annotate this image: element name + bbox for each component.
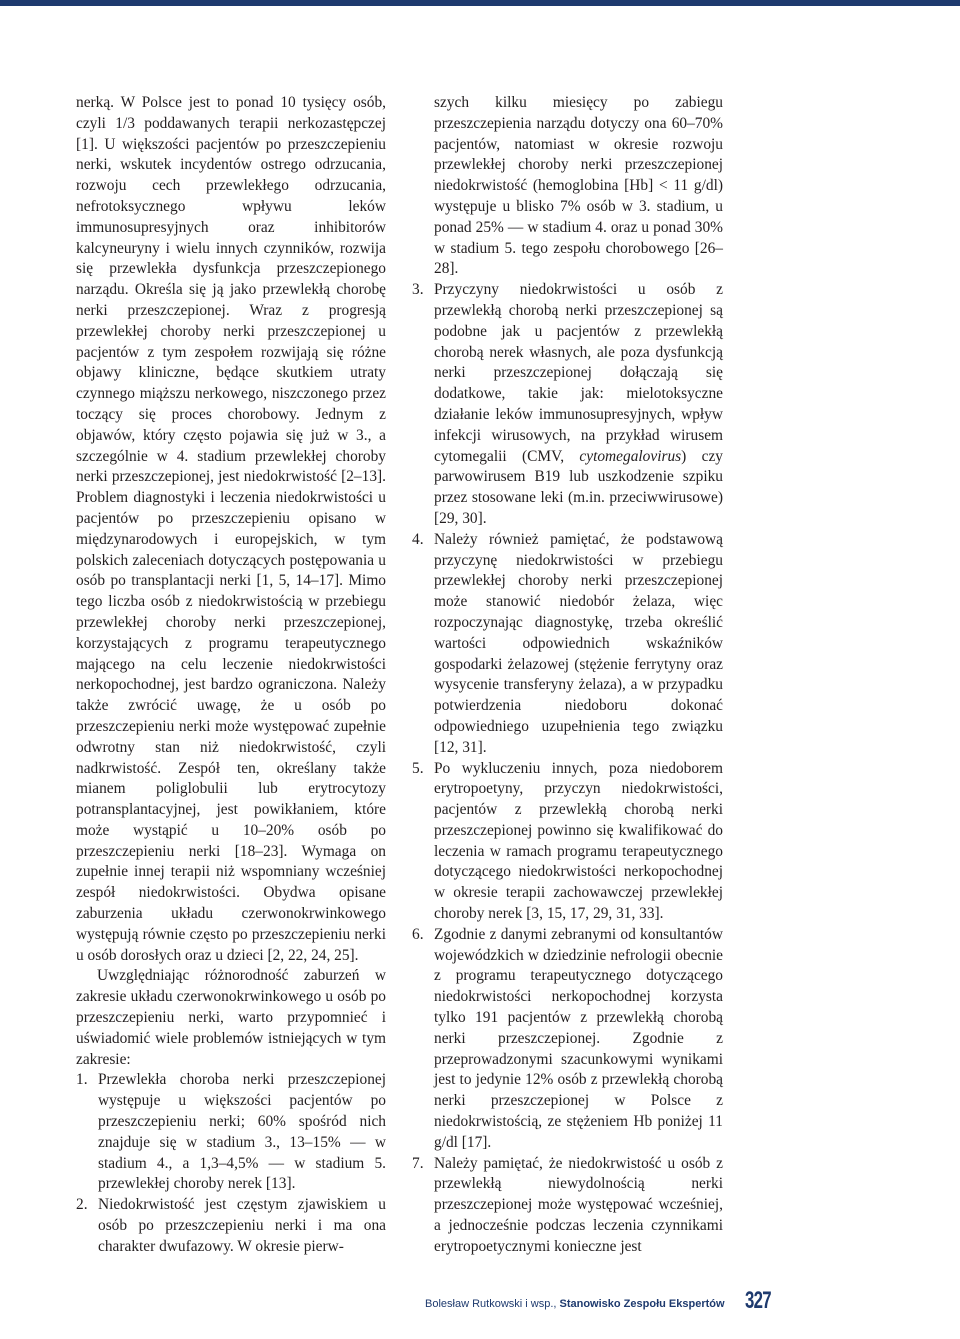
left-column [76,93,386,1258]
list-item [412,925,723,1154]
top-rule [0,0,960,6]
list-text: Przewlekła choroba nerki przeszczepionej występuje u większości pacjentów po przeszczepieniu nerki; 60% spośród nich znajduje się w stadium 3., 13–15% — w stadium 4., a 1,3–4,5% — w stadium 5. przewlekłej choroby nerek [13]. [98,1071,386,1193]
list-number: 6. [412,925,424,943]
right-column [412,93,723,1258]
list-text: Zgodnie z danymi zebranymi od konsultantów wojewódzkich w dziedzinie nefrologii obecnie z programu terapeutycznego dotyczącego niedokrwistości nerkopochodnej korzysta tylko 191 pacjentów z przewlekłą chorobą nerki przeszczepionej. Zgodnie z przeprowadzonymi szacunkowymi wynikami jest to jedynie 12% osób z przewlekłą chorobą nerki przeszczepionej w Polsce z niedokrwistością, ze stężeniem Hb poniżej 11 g/dl [17]. [434,925,723,1151]
list-number: 4. [412,530,424,548]
list-number: 3. [412,281,424,299]
list-number: 2. [76,1196,88,1214]
list-number: 5. [412,759,424,777]
list-text: Należy pamiętać, że niedokrwistość u osób z przewlekłą niewydolnością nerki przeszczepionej może występować wcześniej, a jednocześnie podczas leczenia czynnikami erytropoetycznymi konieczne jest [434,1154,723,1255]
list-number: 1. [76,1071,88,1089]
list-item [412,759,723,925]
list-text: Należy również pamiętać, że podstawową przyczynę niedokrwistości w przebiegu przewlekłej choroby nerki przeszczepionej może stanowić niedobór żelaza, więc rozpoczynając diagnostykę, trzeba określić wartości odpowiednich wskaźników gospodarki żelazowej (stężenie ferrytyny oraz wysycenie transferyny żelaza), a w przypadku potwierdzenia niedoboru dokonać odpowiedniego uzupełnienia tego związku [12, 31]. [434,530,723,756]
list-text: ) czy parwowirusem B19 lub uszkodzenie szpiku przez stosowane leki (m.in. przeciwwirusowe) [29, 30]. [434,447,723,527]
list-item [412,280,723,530]
list-item [412,530,723,759]
list-text: Po wykluczeniu innych, poza niedoborem erytropoetyny, przyczyn niedokrwistości, pacjentów z przewlekłą chorobą nerki przeszczepionej powinno się kwalifikować do leczenia w ramach programu terapeutycznego dotyczącego niedokrwistości nerkopochodnej w okresie terapii zachowawczej przewlekłej choroby nerek [3, 15, 17, 29, 31, 33]. [434,759,723,923]
list-item [412,1154,723,1258]
footer-title: Stanowisko Zespołu Ekspertów [559,1298,725,1310]
numbered-list [76,1070,386,1257]
list-item-continuation: szych kilku miesięcy po zabiegu przeszczepienia narządu dotyczy ona 60–70% pacjentów, natomiast w okresie rozwoju przewlekłej choroby nerki przeszczepionej niedokrwistość (hemoglobina [Hb] < 11 g/dl) występuje u blisko 7% osób w 3. stadium, u ponad 25% — w stadium 4. oraz u ponad 30% w stadium 5. tego zespołu chorobowego [26–28]. [434,94,723,278]
paragraph: nerką. W Polsce jest to ponad 10 tysięcy osób, czyli 1/3 poddawanych terapii nerkozastępczej [1]. U większości pacjentów po przeszczepieniu nerki, wskutek incydentów ostrego odrzucania, rozwoju cech przewlekłego odrzucania, nefrotoksycznego wpływu leków immunosupresyjnych oraz inhibitorów kalcyneuryny i wielu innych czynników, rozwija się przewlekła dysfunkcja przeszczepionego narządu. Określa się ją jako przewlekłą chorobę nerki przeszczepionej. Wraz z progresją przewlekłej choroby nerki przeszczepionej u pacjentów z tym zespołem rozwijają się różne objawy kliniczne, będące skutkiem utraty czynnego miąższu nerkowego, niszczonego przez toczący się proces chorobowy. Jednym z objawów, który często pojawia się już w 3., a szczególnie w 4. stadium przewlekłej choroby nerki przeszczepionej, jest niedokrwistość [2–13]. Problem diagnostyki i leczenia niedokrwistości u pacjentów po przeszczepieniu opisano w międzynarodowych i europejskich, w tym polskich zaleceniach dotyczących postępowania u osób po transplantacji nerki [1, 5, 14–17]. Mimo tego liczba osób z niedokrwistością w przebiegu przewlekłej choroby nerki przeszczepionej, korzystających z programu terapeutycznego mającego na celu leczenie niedokrwistości nerkopochodnej, jest bardzo ograniczona. Należy także zwrócić uwagę, że u osób po przeszczepieniu nerki może występować zupełnie odwrotny stan niż niedokrwistość, czyli nadkrwistość. Zespół ten, określany także mianem poliglobulii lub erytrocytozy potransplantacyjnej, jest powikłaniem, które może wystąpić u 10–20% osób po przeszczepieniu nerki [18–23]. Wymaga on zupełnie innej terapii niż wspomniany wcześniej zespół niedokrwistości. Obydwa opisane zaburzenia układu czerwonokrwinkowego występują równie często po przeszczepieniu nerki u osób dorosłych oraz u dzieci [2, 22, 24, 25]. [76,94,386,964]
list-number: 7. [412,1154,424,1172]
page-number: 327 [745,1287,771,1314]
italic-term: cytomegalovirus [579,447,682,465]
paragraph: Uwzględniając różnorodność zaburzeń w zakresie układu czerwonokrwinkowego u osób po przeszczepieniu nerki, warto przypomnieć i uświadomić wiele problemów istniejących w tym zakresie: [76,967,386,1068]
list-item [76,1195,386,1257]
footer-credit [425,1298,725,1310]
numbered-list [412,280,723,1257]
list-text: Niedokrwistość jest częstym zjawiskiem u osób po przeszczepieniu nerki i ma ona charakter dwufazowy. W okresie pierw- [98,1196,386,1255]
list-text: Przyczyny niedokrwistości u osób z przewlekłą chorobą nerki przeszczepionej są podobne jak u pacjentów z przewlekłą chorobą nerek własnych, ale poza dysfunkcją nerki przeszczepionej dołączają się dodatkowe, takie jak: mielotoksyczne działanie leków immunosupresyjnych, wpływ infekcji wirusowych, na przykład wirusem cytomegalii (CMV, [434,281,723,465]
list-item [76,1070,386,1195]
footer-authors: Bolesław Rutkowski i wsp., [425,1298,557,1310]
